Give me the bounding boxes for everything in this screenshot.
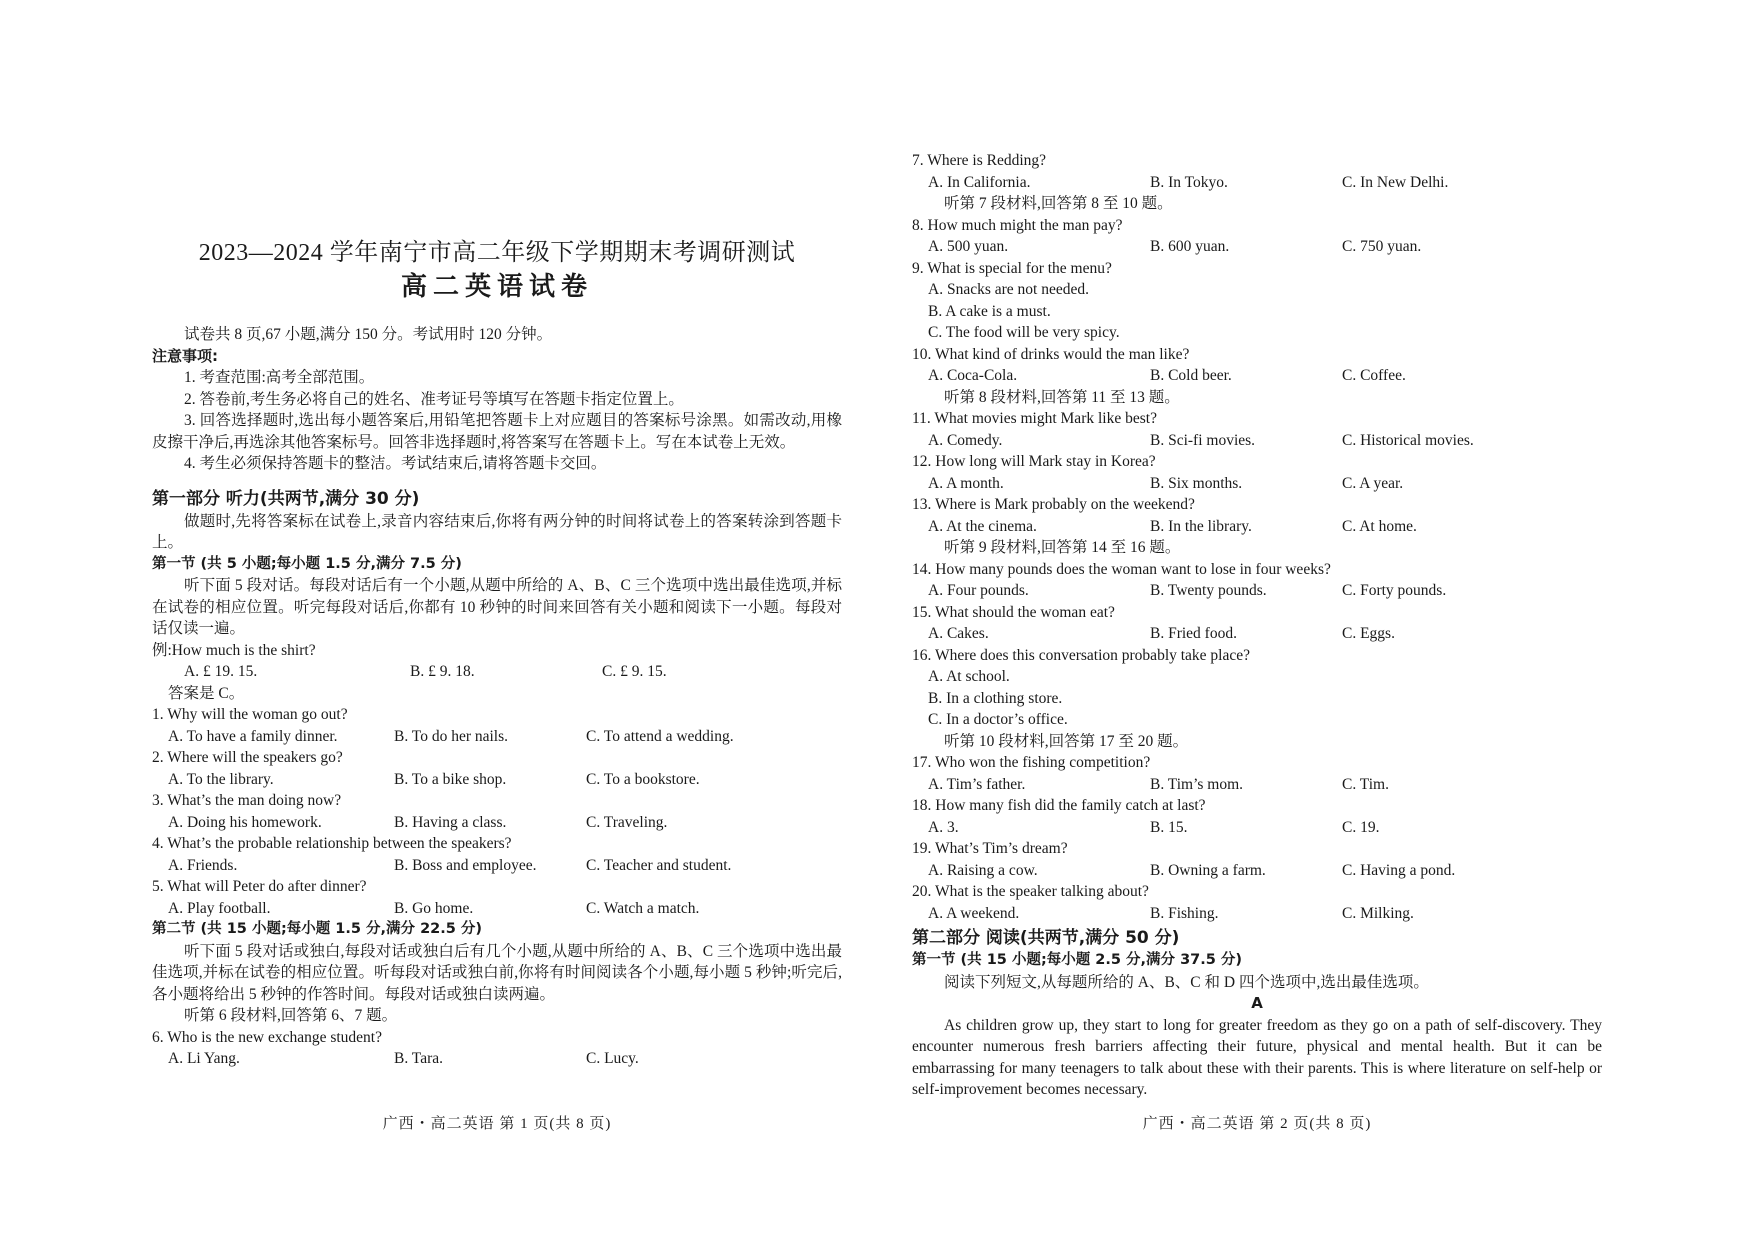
- question: 12. How long will Mark stay in Korea?: [912, 453, 1156, 470]
- exam-title: 2023—2024 学年南宁市高二年级下学期期末考调研测试: [198, 240, 796, 266]
- question: 15. What should the woman eat?: [912, 603, 1115, 621]
- options: [912, 516, 1602, 538]
- options: [912, 860, 1602, 882]
- question: 6. Who is the new exchange student?: [152, 1028, 382, 1046]
- question: 16. Where does this conversation probably take place?: [912, 646, 1251, 664]
- exam-subtitle: 高二英语试卷: [400, 272, 593, 302]
- section1-description: 听下面 5 段对话。每段对话后有一个小题,从题中所给的 A、B、C 三个选项中选出最佳选项,并标在试卷的相应位置。听完每段对话后,你都有 10 秒钟的时间来回答有关小题和阅读下一小题。每段对话仅读一遍。: [152, 577, 842, 637]
- option-c: C. Watch a match.: [586, 899, 700, 917]
- option-c: C. Having a pond.: [1342, 861, 1456, 879]
- section2-description: 听下面 5 段对话或独白,每段对话或独白后有几个小题,从题中所给的 A、B、C 三个选项中选出最佳选项,并标在试卷的相应位置。听每段对话或独白前,你将有时间阅读各个小题,每小题 5 秒钟;听完后,各小题将给出 5 秒钟的作答时间。每段对话或独白读两遍。: [152, 942, 842, 1003]
- option-c: C. Coffee.: [1342, 367, 1406, 384]
- options: [912, 365, 1602, 387]
- options: [152, 1048, 842, 1070]
- options: [912, 236, 1602, 258]
- option-b: B. Tim’s mom.: [1150, 775, 1244, 793]
- listening-continued: [912, 150, 1602, 1101]
- options: [152, 898, 842, 920]
- option-b: B. To do her nails.: [394, 727, 509, 745]
- option-b: B. Having a class.: [394, 813, 507, 831]
- option-b: B. 15.: [1150, 818, 1188, 836]
- example-answer: 答案是 C。: [168, 684, 245, 702]
- part2-heading: 第二部分 阅读(共两节,满分 50 分): [912, 928, 1180, 948]
- question: 2. Where will the speakers go?: [152, 749, 343, 766]
- option-a: A. Li Yang.: [168, 1050, 240, 1067]
- option-a: A. Comedy.: [928, 431, 1003, 449]
- question: 3. What’s the man doing now?: [152, 792, 342, 809]
- material-label: 听第 9 段材料,回答第 14 至 16 题。: [944, 539, 1181, 556]
- option-a: A. Tim’s father.: [928, 775, 1026, 793]
- question: 11. What movies might Mark like best?: [912, 410, 1157, 427]
- options: [152, 812, 842, 834]
- options: [912, 580, 1602, 602]
- options: [912, 430, 1602, 452]
- option-a: A. A month.: [928, 474, 1004, 492]
- option-c: C. In New Delhi.: [1342, 173, 1449, 191]
- option-c: C. Traveling.: [586, 813, 668, 831]
- question: 14. How many pounds does the woman want to lose in four weeks?: [912, 560, 1331, 578]
- option-c: C. £ 9. 15.: [602, 663, 667, 680]
- option-b: B. In a clothing store.: [928, 689, 1063, 707]
- option-c: C. In a doctor’s office.: [928, 711, 1068, 728]
- options: [152, 769, 842, 791]
- options: [912, 473, 1602, 495]
- notice-item: 1. 考查范围:高考全部范围。: [184, 369, 375, 386]
- option-b: B. Boss and employee.: [394, 856, 537, 874]
- page-footer: 广西・高二英语 第 1 页(共 8 页): [382, 1116, 612, 1132]
- question: 1. Why will the woman go out?: [152, 706, 348, 723]
- option-b: B. Tara.: [394, 1050, 443, 1067]
- option-c: C. A year.: [1342, 474, 1404, 492]
- material-label: 听第 7 段材料,回答第 8 至 10 题。: [944, 195, 1173, 212]
- option-b: B. Six months.: [1150, 474, 1243, 492]
- option-b: B. £ 9. 18.: [410, 663, 475, 680]
- options: [912, 774, 1602, 796]
- page-footer: 广西・高二英语 第 2 页(共 8 页): [1142, 1116, 1372, 1132]
- page-2: [912, 0, 1602, 1244]
- part2-description: 阅读下列短文,从每题所给的 A、B、C 和 D 四个选项中,选出最佳选项。: [944, 973, 1429, 991]
- option-c: C. 750 yuan.: [1342, 238, 1422, 255]
- option-c: C. Milking.: [1342, 904, 1414, 922]
- option-b: B. A cake is a must.: [928, 302, 1051, 320]
- passage-text: As children grow up, they start to long for greater freedom as they go on a path of self-discovery. They encounter numerous fresh barriers affecting their future, physical and mental health. But it can be embarrassing for many teenagers to talk about these with their parents. This is where literature on self-help or self-improvement becomes necessary.: [912, 1016, 1602, 1098]
- option-b: B. 600 yuan.: [1150, 238, 1230, 255]
- option-a: A. At the cinema.: [928, 517, 1037, 535]
- options: [912, 172, 1602, 194]
- option-b: B. In the library.: [1150, 517, 1252, 535]
- question: 13. Where is Mark probably on the weekend?: [912, 496, 1195, 513]
- question: 20. What is the speaker talking about?: [912, 883, 1149, 900]
- question: 7. Where is Redding?: [912, 152, 1047, 169]
- option-a: A. Snacks are not needed.: [928, 281, 1089, 298]
- option-b: B. Twenty pounds.: [1150, 582, 1267, 599]
- exam-intro: 试卷共 8 页,67 小题,满分 150 分。考试用时 120 分钟。: [184, 326, 553, 343]
- option-b: B. Sci-fi movies.: [1150, 431, 1256, 449]
- option-c: C. Lucy.: [586, 1050, 639, 1067]
- material-label: 听第 6 段材料,回答第 6、7 题。: [184, 1007, 398, 1024]
- part2-section1-heading: 第一节 (共 15 小题;每小题 2.5 分,满分 37.5 分): [912, 952, 1243, 968]
- material-label: 听第 10 段材料,回答第 17 至 20 题。: [944, 732, 1189, 750]
- options: [912, 903, 1602, 925]
- question: 17. Who won the fishing competition?: [912, 754, 1151, 771]
- question: 5. What will Peter do after dinner?: [152, 878, 367, 895]
- notice-item: 4. 考生必须保持答题卡的整洁。考试结束后,请将答题卡交回。: [184, 455, 607, 472]
- example-options: [152, 661, 842, 683]
- option-b: B. Owning a farm.: [1150, 861, 1266, 879]
- option-a: A. Coca-Cola.: [928, 367, 1018, 384]
- question: 8. How much might the man pay?: [912, 216, 1123, 234]
- question: 9. What is special for the menu?: [912, 259, 1112, 277]
- option-b: B. Go home.: [394, 899, 474, 917]
- option-c: C. Teacher and student.: [586, 856, 732, 874]
- notice-item: 3. 回答选择题时,选出每小题答案后,用铅笔把答题卡上对应题目的答案标号涂黑。如需改动,用橡皮擦干净后,再选涂其他答案标号。回答非选择题时,将答案写在答题卡上。写在本试卷上无效。: [152, 412, 842, 451]
- question: 18. How many fish did the family catch at last?: [912, 797, 1206, 814]
- options: [152, 855, 842, 877]
- options: [912, 623, 1602, 645]
- option-c: C. Historical movies.: [1342, 431, 1474, 449]
- option-a: A. To the library.: [168, 770, 274, 788]
- option-c: C. Eggs.: [1342, 625, 1395, 642]
- question: 19. What’s Tim’s dream?: [912, 840, 1068, 857]
- passage-label: A: [1251, 994, 1263, 1012]
- option-b: B. In Tokyo.: [1150, 173, 1228, 191]
- option-c: C. The food will be very spicy.: [928, 324, 1120, 341]
- instructions: [152, 324, 842, 1070]
- option-a: A. Doing his homework.: [168, 813, 322, 831]
- section2-heading: 第二节 (共 15 小题;每小题 1.5 分,满分 22.5 分): [152, 921, 483, 937]
- material-label: 听第 8 段材料,回答第 11 至 13 题。: [944, 388, 1180, 406]
- option-b: B. Cold beer.: [1150, 367, 1232, 384]
- option-a: A. £ 19. 15.: [184, 663, 258, 680]
- part1-description: 做题时,先将答案标在试卷上,录音内容结束后,你将有两分钟的时间将试卷上的答案转涂到答题卡上。: [152, 512, 842, 551]
- option-a: A. To have a family dinner.: [168, 727, 338, 745]
- options: [152, 726, 842, 748]
- notice-heading: 注意事项:: [152, 346, 218, 365]
- option-a: A. Four pounds.: [928, 582, 1029, 599]
- part1-heading: 第一部分 听力(共两节,满分 30 分): [152, 488, 420, 509]
- page-1: [152, 0, 842, 1244]
- question: 4. What’s the probable relationship between the speakers?: [152, 835, 512, 852]
- options: [912, 817, 1602, 839]
- option-a: A. 500 yuan.: [928, 238, 1009, 255]
- option-a: A. A weekend.: [928, 904, 1020, 922]
- question: 10. What kind of drinks would the man like?: [912, 345, 1190, 363]
- option-a: A. At school.: [928, 668, 1010, 685]
- notice-item: 2. 答卷前,考生务必将自己的姓名、准考证号等填写在答题卡指定位置上。: [184, 390, 684, 408]
- option-b: B. To a bike shop.: [394, 770, 507, 788]
- option-b: B. Fishing.: [1150, 904, 1219, 922]
- example-question: 例:How much is the shirt?: [152, 641, 316, 659]
- option-c: C. Tim.: [1342, 775, 1389, 793]
- option-b: B. Fried food.: [1150, 625, 1237, 642]
- option-c: C. To a bookstore.: [586, 770, 700, 788]
- option-a: A. 3.: [928, 818, 959, 836]
- option-c: C. Forty pounds.: [1342, 582, 1447, 599]
- option-a: A. Raising a cow.: [928, 861, 1038, 879]
- option-c: C. At home.: [1342, 517, 1417, 535]
- section1-heading: 第一节 (共 5 小题;每小题 1.5 分,满分 7.5 分): [152, 555, 462, 572]
- option-a: A. Play football.: [168, 899, 271, 917]
- option-c: C. 19.: [1342, 818, 1380, 836]
- option-a: A. Cakes.: [928, 625, 989, 642]
- option-c: C. To attend a wedding.: [586, 727, 734, 745]
- option-a: A. Friends.: [168, 856, 238, 874]
- option-a: A. In California.: [928, 173, 1031, 191]
